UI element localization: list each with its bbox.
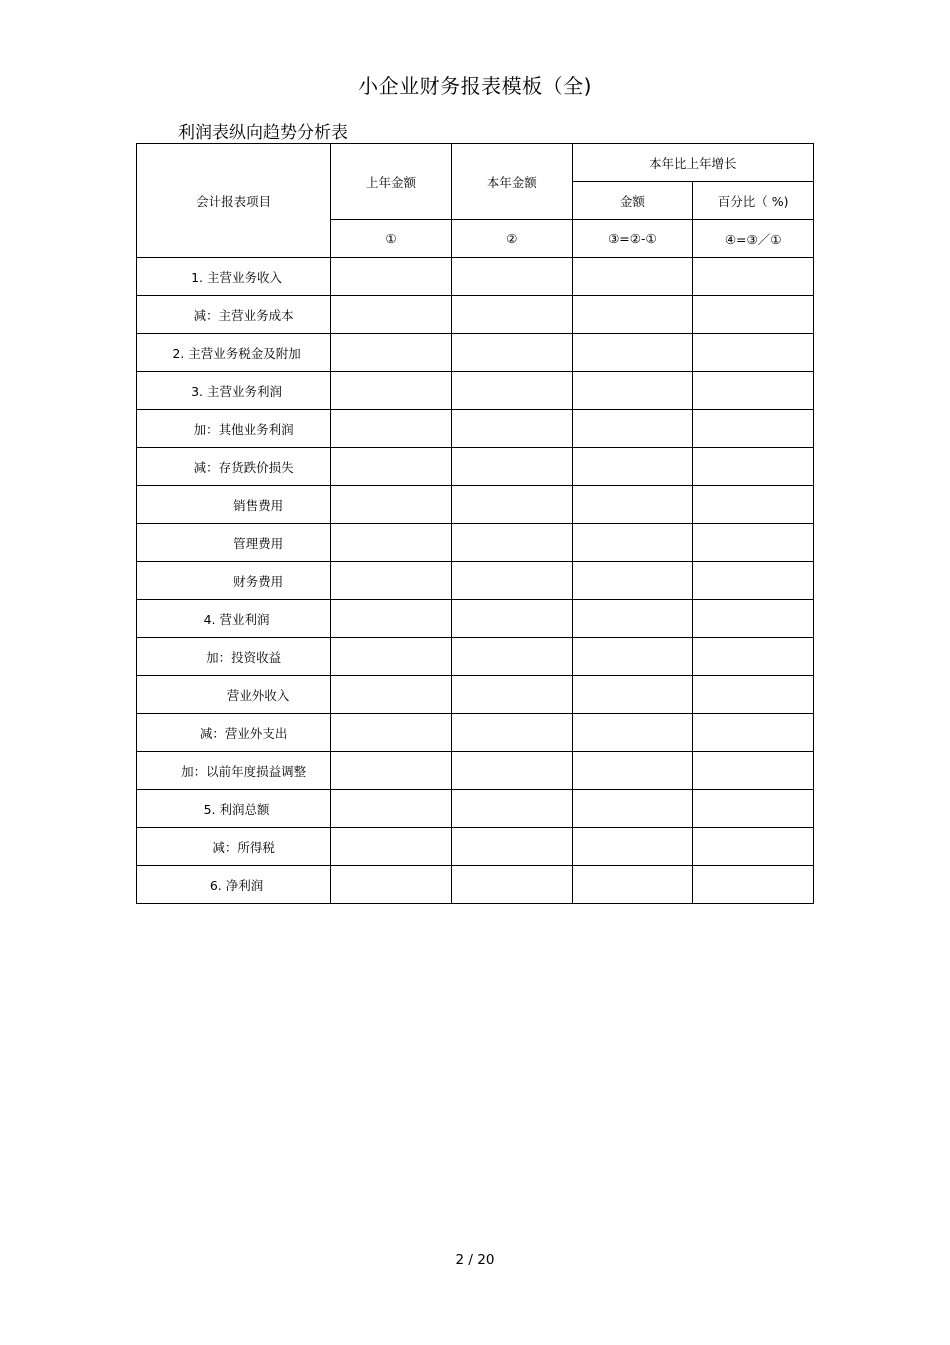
value-cell <box>693 866 814 904</box>
value-cell <box>572 372 693 410</box>
row-label: 加：投资收益 <box>137 638 331 676</box>
row-label: 减：存货跌价损失 <box>137 448 331 486</box>
value-cell <box>331 486 452 524</box>
value-cell <box>331 790 452 828</box>
value-cell <box>693 372 814 410</box>
formula-cell: ① <box>331 220 452 258</box>
table-row <box>137 866 814 904</box>
value-cell <box>451 752 572 790</box>
value-cell <box>572 410 693 448</box>
value-cell <box>331 334 452 372</box>
value-cell <box>331 638 452 676</box>
value-cell <box>451 448 572 486</box>
value-cell <box>572 258 693 296</box>
table-row <box>137 676 814 714</box>
value-cell <box>451 486 572 524</box>
table-row <box>137 334 814 372</box>
value-cell <box>451 296 572 334</box>
value-cell <box>693 562 814 600</box>
value-cell <box>451 410 572 448</box>
table-row <box>137 790 814 828</box>
profit-trend-table <box>136 143 814 904</box>
value-cell <box>451 790 572 828</box>
value-cell <box>693 296 814 334</box>
value-cell <box>451 714 572 752</box>
row-label: 5. 利润总额 <box>137 790 331 828</box>
header-this-year: 本年金额 <box>451 144 572 220</box>
row-label: 营业外收入 <box>137 676 331 714</box>
table-row <box>137 524 814 562</box>
table-row <box>137 296 814 334</box>
value-cell <box>331 562 452 600</box>
value-cell <box>693 752 814 790</box>
value-cell <box>331 866 452 904</box>
value-cell <box>451 866 572 904</box>
page-number: 2 / 20 <box>455 1252 495 1268</box>
table-row <box>137 562 814 600</box>
value-cell <box>572 828 693 866</box>
value-cell <box>572 676 693 714</box>
value-cell <box>572 486 693 524</box>
value-cell <box>331 296 452 334</box>
formula-cell: ③=②-① <box>572 220 693 258</box>
value-cell <box>331 258 452 296</box>
row-label: 加：以前年度损益调整 <box>137 752 331 790</box>
value-cell <box>451 372 572 410</box>
value-cell <box>572 524 693 562</box>
row-label: 财务费用 <box>137 562 331 600</box>
value-cell <box>331 828 452 866</box>
value-cell <box>331 448 452 486</box>
value-cell <box>451 638 572 676</box>
value-cell <box>693 486 814 524</box>
value-cell <box>572 296 693 334</box>
value-cell <box>572 638 693 676</box>
value-cell <box>331 372 452 410</box>
value-cell <box>572 752 693 790</box>
table-row <box>137 448 814 486</box>
row-label: 管理费用 <box>137 524 331 562</box>
header-prev-year: 上年金额 <box>331 144 452 220</box>
header-item-column: 会计报表项目 <box>137 144 331 258</box>
value-cell <box>331 676 452 714</box>
table-row <box>137 752 814 790</box>
value-cell <box>451 524 572 562</box>
document-title: 小企业财务报表模板（全) <box>358 74 592 98</box>
table-row <box>137 410 814 448</box>
row-label: 减：所得税 <box>137 828 331 866</box>
value-cell <box>572 600 693 638</box>
table-body <box>137 258 814 904</box>
header-growth-group: 本年比上年增长 <box>572 144 813 182</box>
value-cell <box>572 866 693 904</box>
value-cell <box>451 562 572 600</box>
value-cell <box>572 334 693 372</box>
table-row <box>137 600 814 638</box>
table-row <box>137 372 814 410</box>
value-cell <box>693 638 814 676</box>
value-cell <box>693 828 814 866</box>
row-label: 减：主营业务成本 <box>137 296 331 334</box>
table-title: 利润表纵向趋势分析表 <box>178 123 348 143</box>
table-row <box>137 258 814 296</box>
value-cell <box>451 828 572 866</box>
value-cell <box>693 676 814 714</box>
header-growth-amount: 金额 <box>572 182 693 220</box>
formula-cell: ④=③／① <box>693 220 814 258</box>
value-cell <box>451 258 572 296</box>
row-label: 2. 主营业务税金及附加 <box>137 334 331 372</box>
formula-cell: ② <box>451 220 572 258</box>
value-cell <box>693 714 814 752</box>
value-cell <box>331 752 452 790</box>
row-label: 减：营业外支出 <box>137 714 331 752</box>
value-cell <box>693 258 814 296</box>
row-label: 3. 主营业务利润 <box>137 372 331 410</box>
row-label: 加：其他业务利润 <box>137 410 331 448</box>
value-cell <box>451 334 572 372</box>
table-row <box>137 638 814 676</box>
value-cell <box>693 790 814 828</box>
value-cell <box>693 448 814 486</box>
row-label: 4. 营业利润 <box>137 600 331 638</box>
value-cell <box>572 714 693 752</box>
row-label: 1. 主营业务收入 <box>137 258 331 296</box>
value-cell <box>693 524 814 562</box>
value-cell <box>693 410 814 448</box>
value-cell <box>693 600 814 638</box>
row-label: 销售费用 <box>137 486 331 524</box>
table-row <box>137 828 814 866</box>
value-cell <box>331 714 452 752</box>
value-cell <box>331 524 452 562</box>
table-row <box>137 714 814 752</box>
header-growth-percent: 百分比（ %) <box>693 182 814 220</box>
value-cell <box>693 334 814 372</box>
value-cell <box>451 600 572 638</box>
value-cell <box>572 448 693 486</box>
value-cell <box>331 410 452 448</box>
value-cell <box>331 600 452 638</box>
value-cell <box>572 790 693 828</box>
value-cell <box>572 562 693 600</box>
row-label: 6. 净利润 <box>137 866 331 904</box>
table-row <box>137 486 814 524</box>
value-cell <box>451 676 572 714</box>
